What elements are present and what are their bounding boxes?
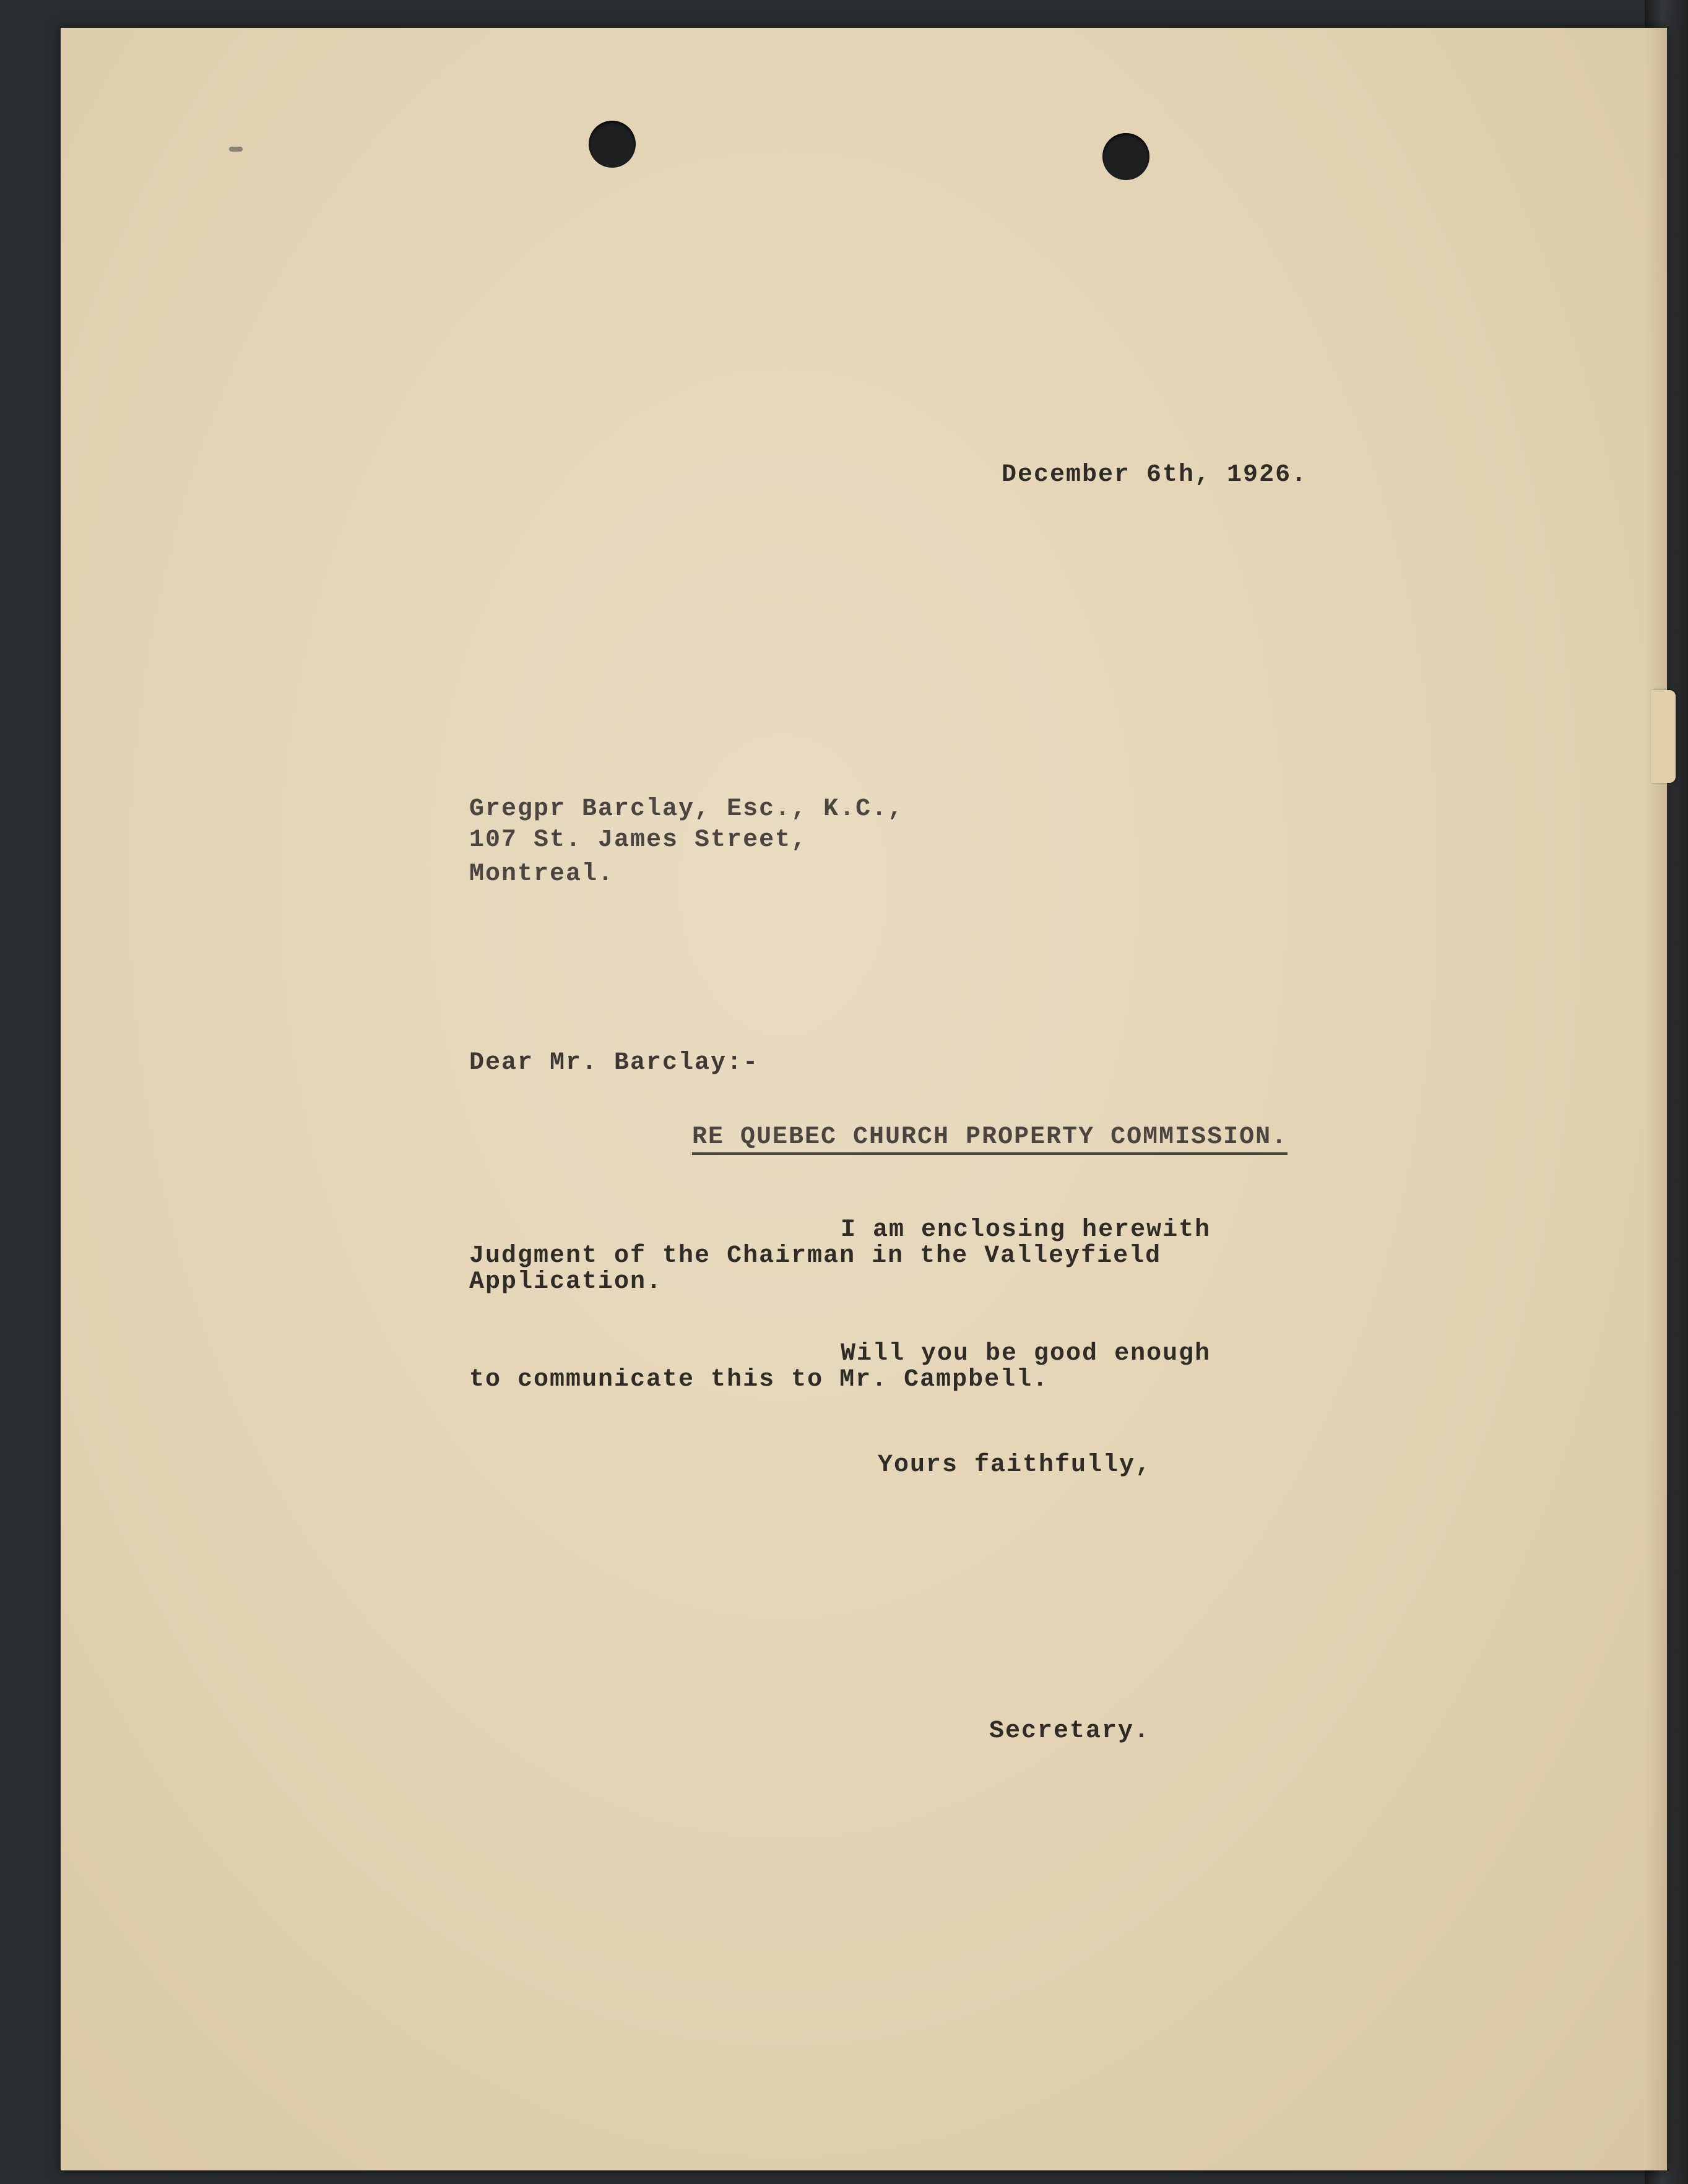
punch-hole-left bbox=[589, 121, 636, 168]
body-paragraph-2-line-1: Will you be good enough bbox=[841, 1340, 1211, 1368]
subject-line: RE QUEBEC CHURCH PROPERTY COMMISSION. bbox=[692, 1123, 1288, 1155]
signature-title: Secretary. bbox=[989, 1717, 1151, 1745]
recipient-name: Gregpr Barclay, Esc., K.C., bbox=[469, 795, 904, 823]
salutation: Dear Mr. Barclay:- bbox=[469, 1049, 760, 1077]
recipient-street: 107 St. James Street, bbox=[469, 826, 808, 854]
letter-date: December 6th, 1926. bbox=[1002, 461, 1308, 489]
page-edge-shading bbox=[1645, 28, 1667, 2170]
letter-page bbox=[61, 28, 1667, 2170]
recipient-city: Montreal. bbox=[469, 860, 615, 888]
paper-tab-fold bbox=[1651, 690, 1676, 783]
body-paragraph-2-line-2: to communicate this to Mr. Campbell. bbox=[469, 1366, 1049, 1394]
body-paragraph-1-line-1: I am enclosing herewith bbox=[841, 1216, 1211, 1244]
body-paragraph-1-line-3: Application. bbox=[469, 1268, 663, 1296]
ink-smudge bbox=[229, 147, 243, 152]
complimentary-close: Yours faithfully, bbox=[878, 1451, 1152, 1479]
body-paragraph-1-line-2: Judgment of the Chairman in the Valleyfield bbox=[469, 1242, 1162, 1270]
punch-hole-right bbox=[1102, 133, 1149, 180]
